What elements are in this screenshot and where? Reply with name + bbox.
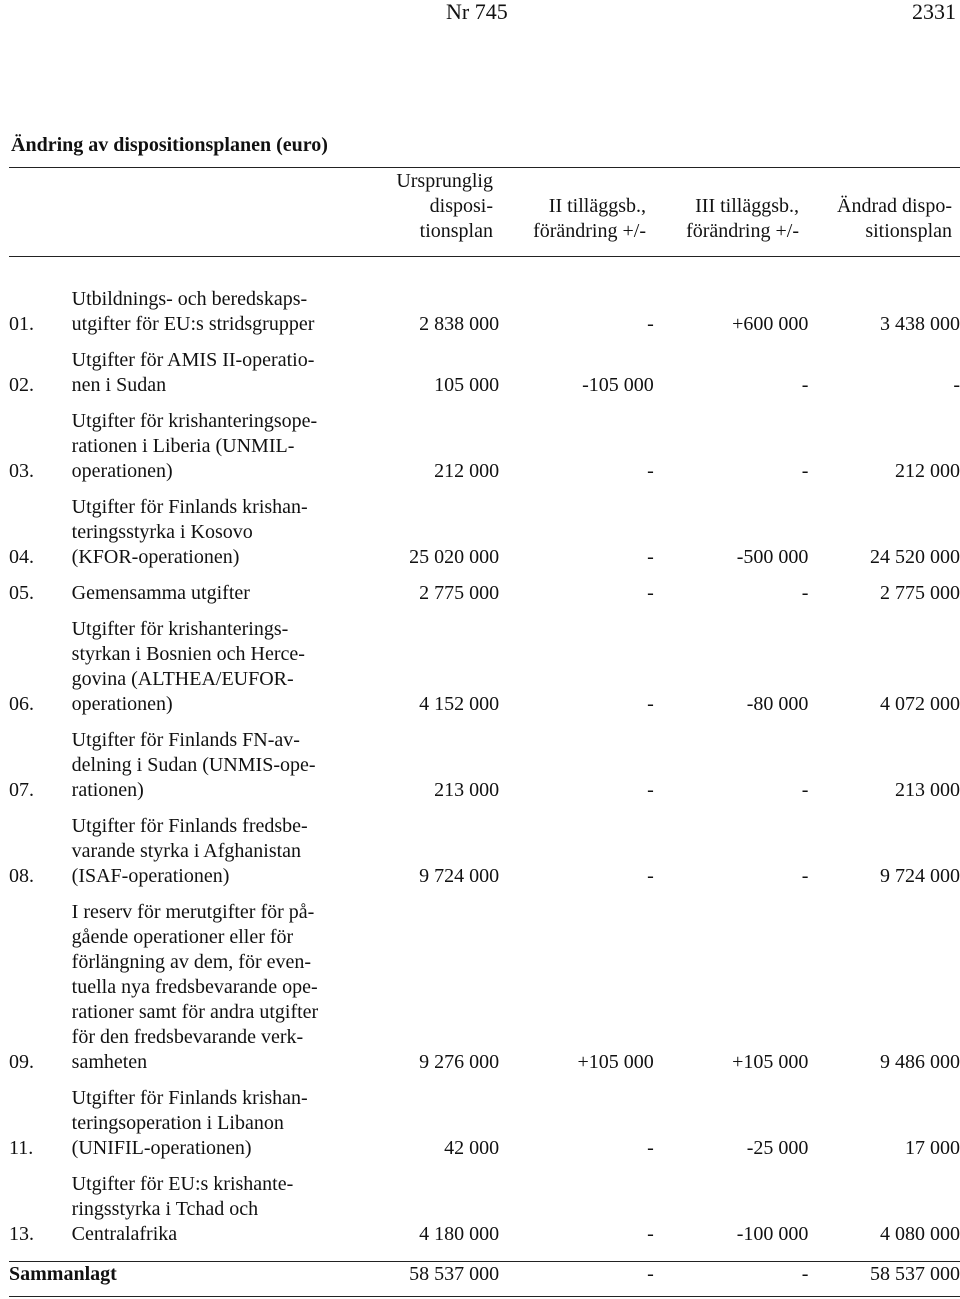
value-supplement-3: -25 000 (746, 1137, 809, 1159)
description-line: tuella nya fredsbevarande ope- (71, 976, 318, 998)
column-header-line: II tilläggsb., (548, 195, 646, 217)
page-number: 2331 (912, 0, 956, 24)
value-amended: 213 000 (895, 779, 960, 801)
description-line: operationen) (71, 460, 173, 482)
value-original: 105 000 (434, 374, 500, 396)
value-amended: 24 520 000 (870, 546, 960, 568)
total-supplement-2: - (647, 1263, 654, 1285)
value-original: 212 000 (434, 460, 500, 482)
value-supplement-3: - (801, 460, 809, 482)
row-number: 03. (9, 460, 34, 482)
value-supplement-3: - (801, 779, 809, 801)
row-description (72, 495, 387, 581)
value-amended: 4 080 000 (880, 1223, 960, 1245)
table-title: Ändring av dispositionsplanen (euro) (11, 134, 328, 156)
description-line: operationen) (71, 693, 173, 715)
description-line: förlängning av dem, för even- (71, 951, 312, 973)
description-line: Utgifter för Finlands krishan- (71, 1087, 308, 1109)
row-description (72, 814, 387, 900)
bottom-rule (9, 1296, 960, 1297)
value-supplement-3: -80 000 (746, 693, 809, 715)
value-supplement-2: - (647, 1137, 654, 1159)
column-header-amended (837, 194, 952, 244)
table-row (9, 900, 960, 1086)
description-line: utgifter för EU:s stridsgrupper (71, 313, 315, 335)
value-amended: - (953, 374, 960, 396)
value-amended: 212 000 (895, 460, 960, 482)
table-row (9, 617, 960, 728)
description-line: styrkan i Bosnien och Herce- (71, 643, 305, 665)
value-amended: 4 072 000 (880, 693, 960, 715)
description-line: Utgifter för EU:s krishante- (71, 1173, 294, 1195)
description-line: Utgifter för krishanteringsope- (71, 410, 318, 432)
table-row (9, 728, 960, 814)
row-number: 02. (9, 374, 34, 396)
total-label: Sammanlagt (9, 1263, 117, 1285)
row-number: 01. (9, 313, 34, 335)
column-header-supplement-3 (686, 194, 799, 244)
row-description (72, 287, 387, 348)
description-line: rationen i Liberia (UNMIL- (71, 435, 295, 457)
description-line: Utbildnings- och beredskaps- (71, 288, 308, 310)
value-supplement-2: - (647, 313, 654, 335)
description-line: Centralafrika (71, 1223, 178, 1245)
value-original: 9 276 000 (419, 1051, 500, 1073)
value-supplement-2: - (647, 460, 654, 482)
value-supplement-3: - (801, 374, 809, 396)
value-supplement-2: +105 000 (577, 1051, 654, 1073)
column-header-line: disposi- (429, 195, 493, 217)
row-description (72, 348, 387, 409)
description-line: samheten (71, 1051, 148, 1073)
row-description (72, 1086, 387, 1172)
value-supplement-3: -500 000 (736, 546, 809, 568)
column-header-line: tionsplan (419, 220, 493, 242)
value-original: 2 838 000 (419, 313, 500, 335)
value-supplement-2: - (647, 779, 654, 801)
description-line: Gemensamma utgifter (71, 582, 250, 604)
header-rule (9, 256, 960, 257)
description-line: varande styrka i Afghanistan (71, 840, 302, 862)
row-description (72, 581, 387, 617)
description-line: teringsstyrka i Kosovo (71, 521, 253, 543)
column-header-line: sitionsplan (865, 220, 952, 242)
value-original: 4 180 000 (419, 1223, 500, 1245)
description-line: nen i Sudan (71, 374, 167, 396)
value-supplement-3: +600 000 (732, 313, 809, 335)
description-line: govina (ALTHEA/EUFOR- (71, 668, 294, 690)
row-description (72, 617, 387, 728)
table-row (9, 287, 960, 348)
description-line: för den fredsbevarande verk- (71, 1026, 304, 1048)
total-amended: 58 537 000 (870, 1263, 960, 1285)
value-supplement-3: -100 000 (736, 1223, 809, 1245)
column-header-line: Ursprunglig (396, 170, 493, 192)
description-line: Utgifter för Finlands fredsbe- (71, 815, 308, 837)
value-original: 25 020 000 (409, 546, 500, 568)
value-amended: 9 486 000 (880, 1051, 960, 1073)
page-header-left: Nr 745 (446, 0, 508, 24)
description-line: teringsoperation i Libanon (71, 1112, 284, 1134)
value-amended: 17 000 (905, 1137, 960, 1159)
total-supplement-3: - (801, 1263, 809, 1285)
description-line: (KFOR-operationen) (71, 546, 240, 568)
row-description (72, 728, 387, 814)
total-row (9, 1262, 960, 1287)
value-supplement-2: -105 000 (582, 374, 654, 396)
column-header-line: III tilläggsb., (695, 195, 799, 217)
value-original: 213 000 (434, 779, 500, 801)
row-number: 11. (9, 1137, 34, 1159)
description-line: rationer samt för andra utgifter (71, 1001, 319, 1023)
value-supplement-2: - (647, 582, 654, 604)
row-number: 07. (9, 779, 34, 801)
value-supplement-2: - (647, 693, 654, 715)
value-supplement-3: +105 000 (732, 1051, 809, 1073)
description-line: gående operationer eller för (71, 926, 294, 948)
value-amended: 9 724 000 (880, 865, 960, 887)
table-row (9, 348, 960, 409)
description-line: I reserv för merutgifter för på- (71, 901, 315, 923)
value-original: 2 775 000 (419, 582, 500, 604)
value-supplement-3: - (801, 582, 809, 604)
row-number: 04. (9, 546, 34, 568)
description-line: (UNIFIL-operationen) (71, 1137, 252, 1159)
value-original: 42 000 (444, 1137, 500, 1159)
value-amended: 3 438 000 (880, 313, 960, 335)
description-line: Utgifter för AMIS II-operatio- (71, 349, 315, 371)
value-supplement-3: - (801, 865, 809, 887)
value-supplement-2: - (647, 865, 654, 887)
table-row (9, 495, 960, 581)
value-original: 4 152 000 (419, 693, 500, 715)
description-line: Utgifter för Finlands krishan- (71, 496, 308, 518)
value-original: 9 724 000 (419, 865, 500, 887)
description-line: Utgifter för krishanterings- (71, 618, 289, 640)
description-line: Utgifter för Finlands FN-av- (71, 729, 300, 751)
row-number: 06. (9, 693, 34, 715)
budget-table (9, 287, 960, 1258)
value-amended: 2 775 000 (880, 582, 960, 604)
column-header-supplement-2 (533, 194, 646, 244)
top-rule (9, 167, 960, 168)
description-line: ringsstyrka i Tchad och (71, 1198, 259, 1220)
table-row (9, 814, 960, 900)
row-number: 09. (9, 1051, 34, 1073)
row-number: 05. (9, 582, 34, 604)
column-header-original (396, 169, 493, 244)
table-row (9, 1086, 960, 1172)
column-header-line: Ändrad dispo- (837, 195, 952, 217)
row-description (72, 409, 387, 495)
row-description (72, 900, 387, 1086)
table-row (9, 1172, 960, 1258)
row-description (72, 1172, 387, 1258)
value-supplement-2: - (647, 1223, 654, 1245)
table-row (9, 581, 960, 617)
total-original: 58 537 000 (409, 1263, 500, 1285)
description-line: delning i Sudan (UNMIS-ope- (71, 754, 316, 776)
row-number: 13. (9, 1223, 34, 1245)
value-supplement-2: - (647, 546, 654, 568)
column-header-line: förändring +/- (686, 220, 799, 242)
row-number: 08. (9, 865, 34, 887)
description-line: (ISAF-operationen) (71, 865, 230, 887)
table-row (9, 409, 960, 495)
column-header-line: förändring +/- (533, 220, 646, 242)
description-line: rationen) (71, 779, 144, 801)
